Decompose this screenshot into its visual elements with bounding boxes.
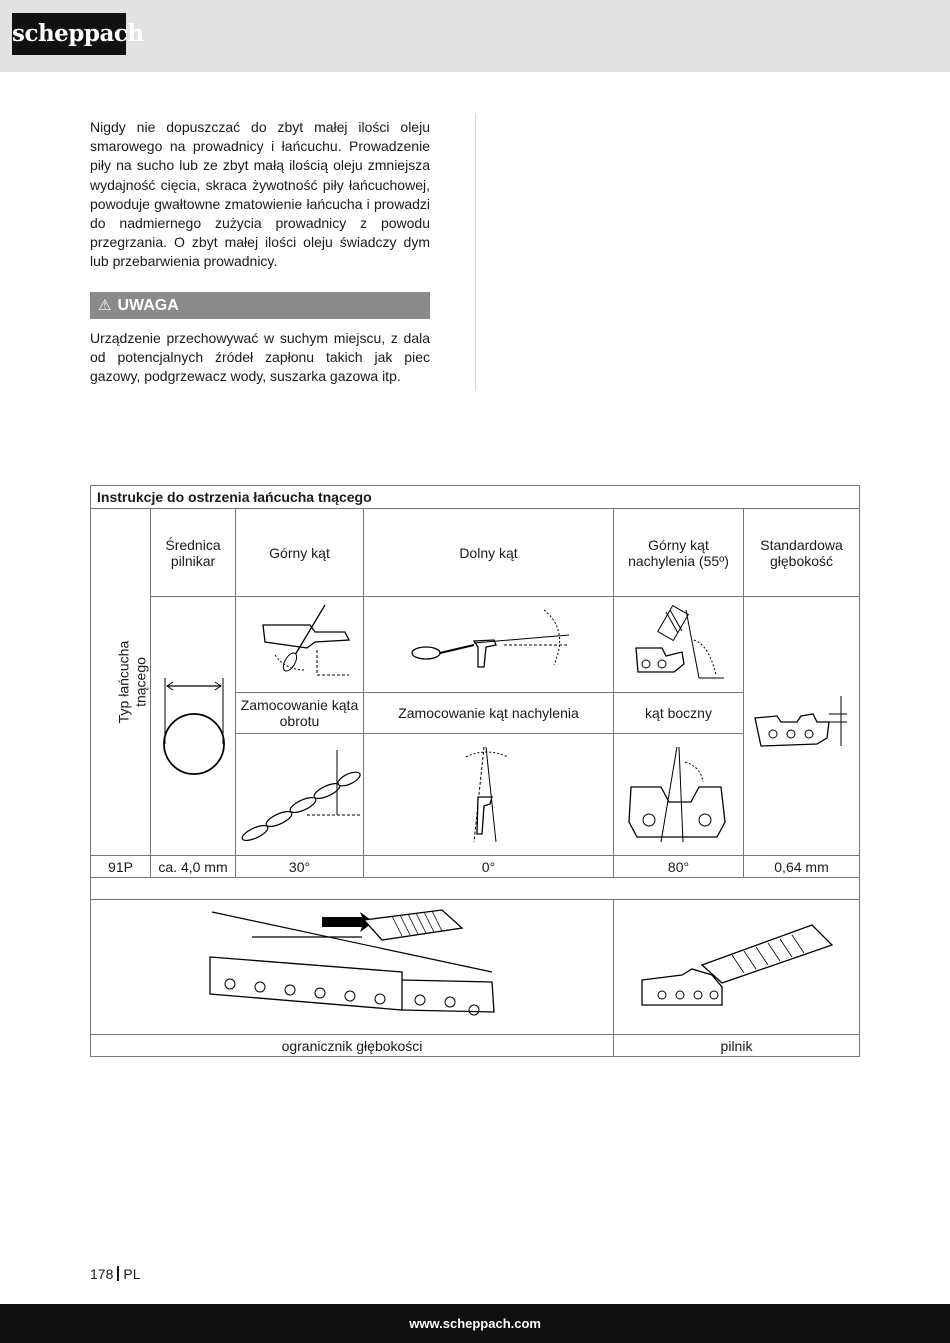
file-diameter-icon — [153, 666, 233, 786]
top-angle-value: 30° — [236, 856, 364, 878]
depth-gauge-caption: ogranicznik głębokości — [91, 1035, 614, 1057]
chain-type-header-cell — [91, 509, 151, 856]
bottom-angle-header: Dolny kąt — [364, 509, 614, 597]
tilt-fixture-icon — [444, 742, 534, 847]
top-tilt-angle-value: 80° — [614, 856, 744, 878]
storage-paragraph: Urządzenie przechowywać w suchym miejscu, z dala od potencjalnych źródeł zapłonu takich jak piec gazowy, podgrzewacz wody, suszarka gazowa itp. — [90, 329, 430, 385]
depth-value: 0,64 mm — [744, 856, 860, 878]
empty-row — [91, 878, 860, 900]
page-separator — [117, 1266, 119, 1281]
scheppach-logo: scheppach — [12, 13, 126, 55]
sharpening-table — [90, 485, 860, 1057]
warning-bar — [90, 292, 430, 319]
depth-gauge-diagram-cell — [91, 900, 614, 1035]
type-value: 91P — [91, 856, 151, 878]
depth-gauge-chain-icon — [102, 902, 602, 1032]
tilt-diagram-cell — [364, 734, 614, 856]
bottom-angle-icon — [404, 605, 574, 685]
depth-diagram-cell — [744, 597, 860, 856]
top-tilt-icon — [624, 600, 734, 690]
side-angle-icon — [621, 742, 736, 847]
warning-label: UWAGA — [117, 296, 179, 314]
page-footer — [0, 1304, 950, 1343]
bottom-angle-diagram-cell — [364, 597, 614, 693]
file-diagram-cell — [614, 900, 860, 1035]
depth-gauge-icon — [747, 676, 857, 776]
bottom-angle-value: 0° — [364, 856, 614, 878]
file-diameter-diagram-cell — [151, 597, 236, 856]
page-number: 178 PL — [90, 1266, 141, 1282]
file-caption: pilnik — [614, 1035, 860, 1057]
top-tilt-diagram-cell — [614, 597, 744, 693]
diameter-value: ca. 4,0 mm — [151, 856, 236, 878]
website-url[interactable]: www.scheppach.com — [409, 1316, 541, 1331]
tilt-label: Zamocowanie kąt nachylenia — [364, 693, 614, 734]
chain-type-header: Typ łańcucha tnącego — [115, 640, 149, 724]
table-title: Instrukcje do ostrzenia łańcucha tnącego — [91, 486, 860, 509]
rotation-diagram-cell — [236, 734, 364, 856]
top-angle-icon — [245, 600, 355, 690]
top-angle-header: Górny kąt — [236, 509, 364, 597]
file-on-chain-icon — [622, 905, 852, 1030]
warning-triangle-icon: ⚠ — [98, 296, 112, 314]
column-divider — [475, 113, 476, 391]
left-column — [90, 118, 430, 386]
oil-paragraph: Nigdy nie dopuszczać do zbyt małej ilości oleju smarowego na prowadnicy i łańcuchu. Prowadzenie piły na sucho lub ze zbyt małą ilością oleju zmniejsza wydajność cięcia, skraca żywotność piły łańcuchowej, powoduje gwałtowne zmatowienie łańcucha i prowadzi do nadmiernego zużycia prowadnicy z powodu przegrzania. O zbyt małej ilości oleju świadczy dym lub przebarwienia prowadnicy. — [90, 119, 430, 270]
diameter-header: Średnica pilnikar — [151, 509, 236, 597]
side-angle-label: kąt boczny — [614, 693, 744, 734]
rotation-label: Zamocowanie kąta obrotu — [236, 693, 364, 734]
top-tilt-angle-header: Górny kąt nachylenia (55º) — [614, 509, 744, 597]
side-angle-diagram-cell — [614, 734, 744, 856]
chain-rotation-icon — [237, 745, 362, 845]
depth-header: Standardowa głębokość — [744, 509, 860, 597]
top-angle-diagram-cell — [236, 597, 364, 693]
page-header — [0, 0, 950, 72]
